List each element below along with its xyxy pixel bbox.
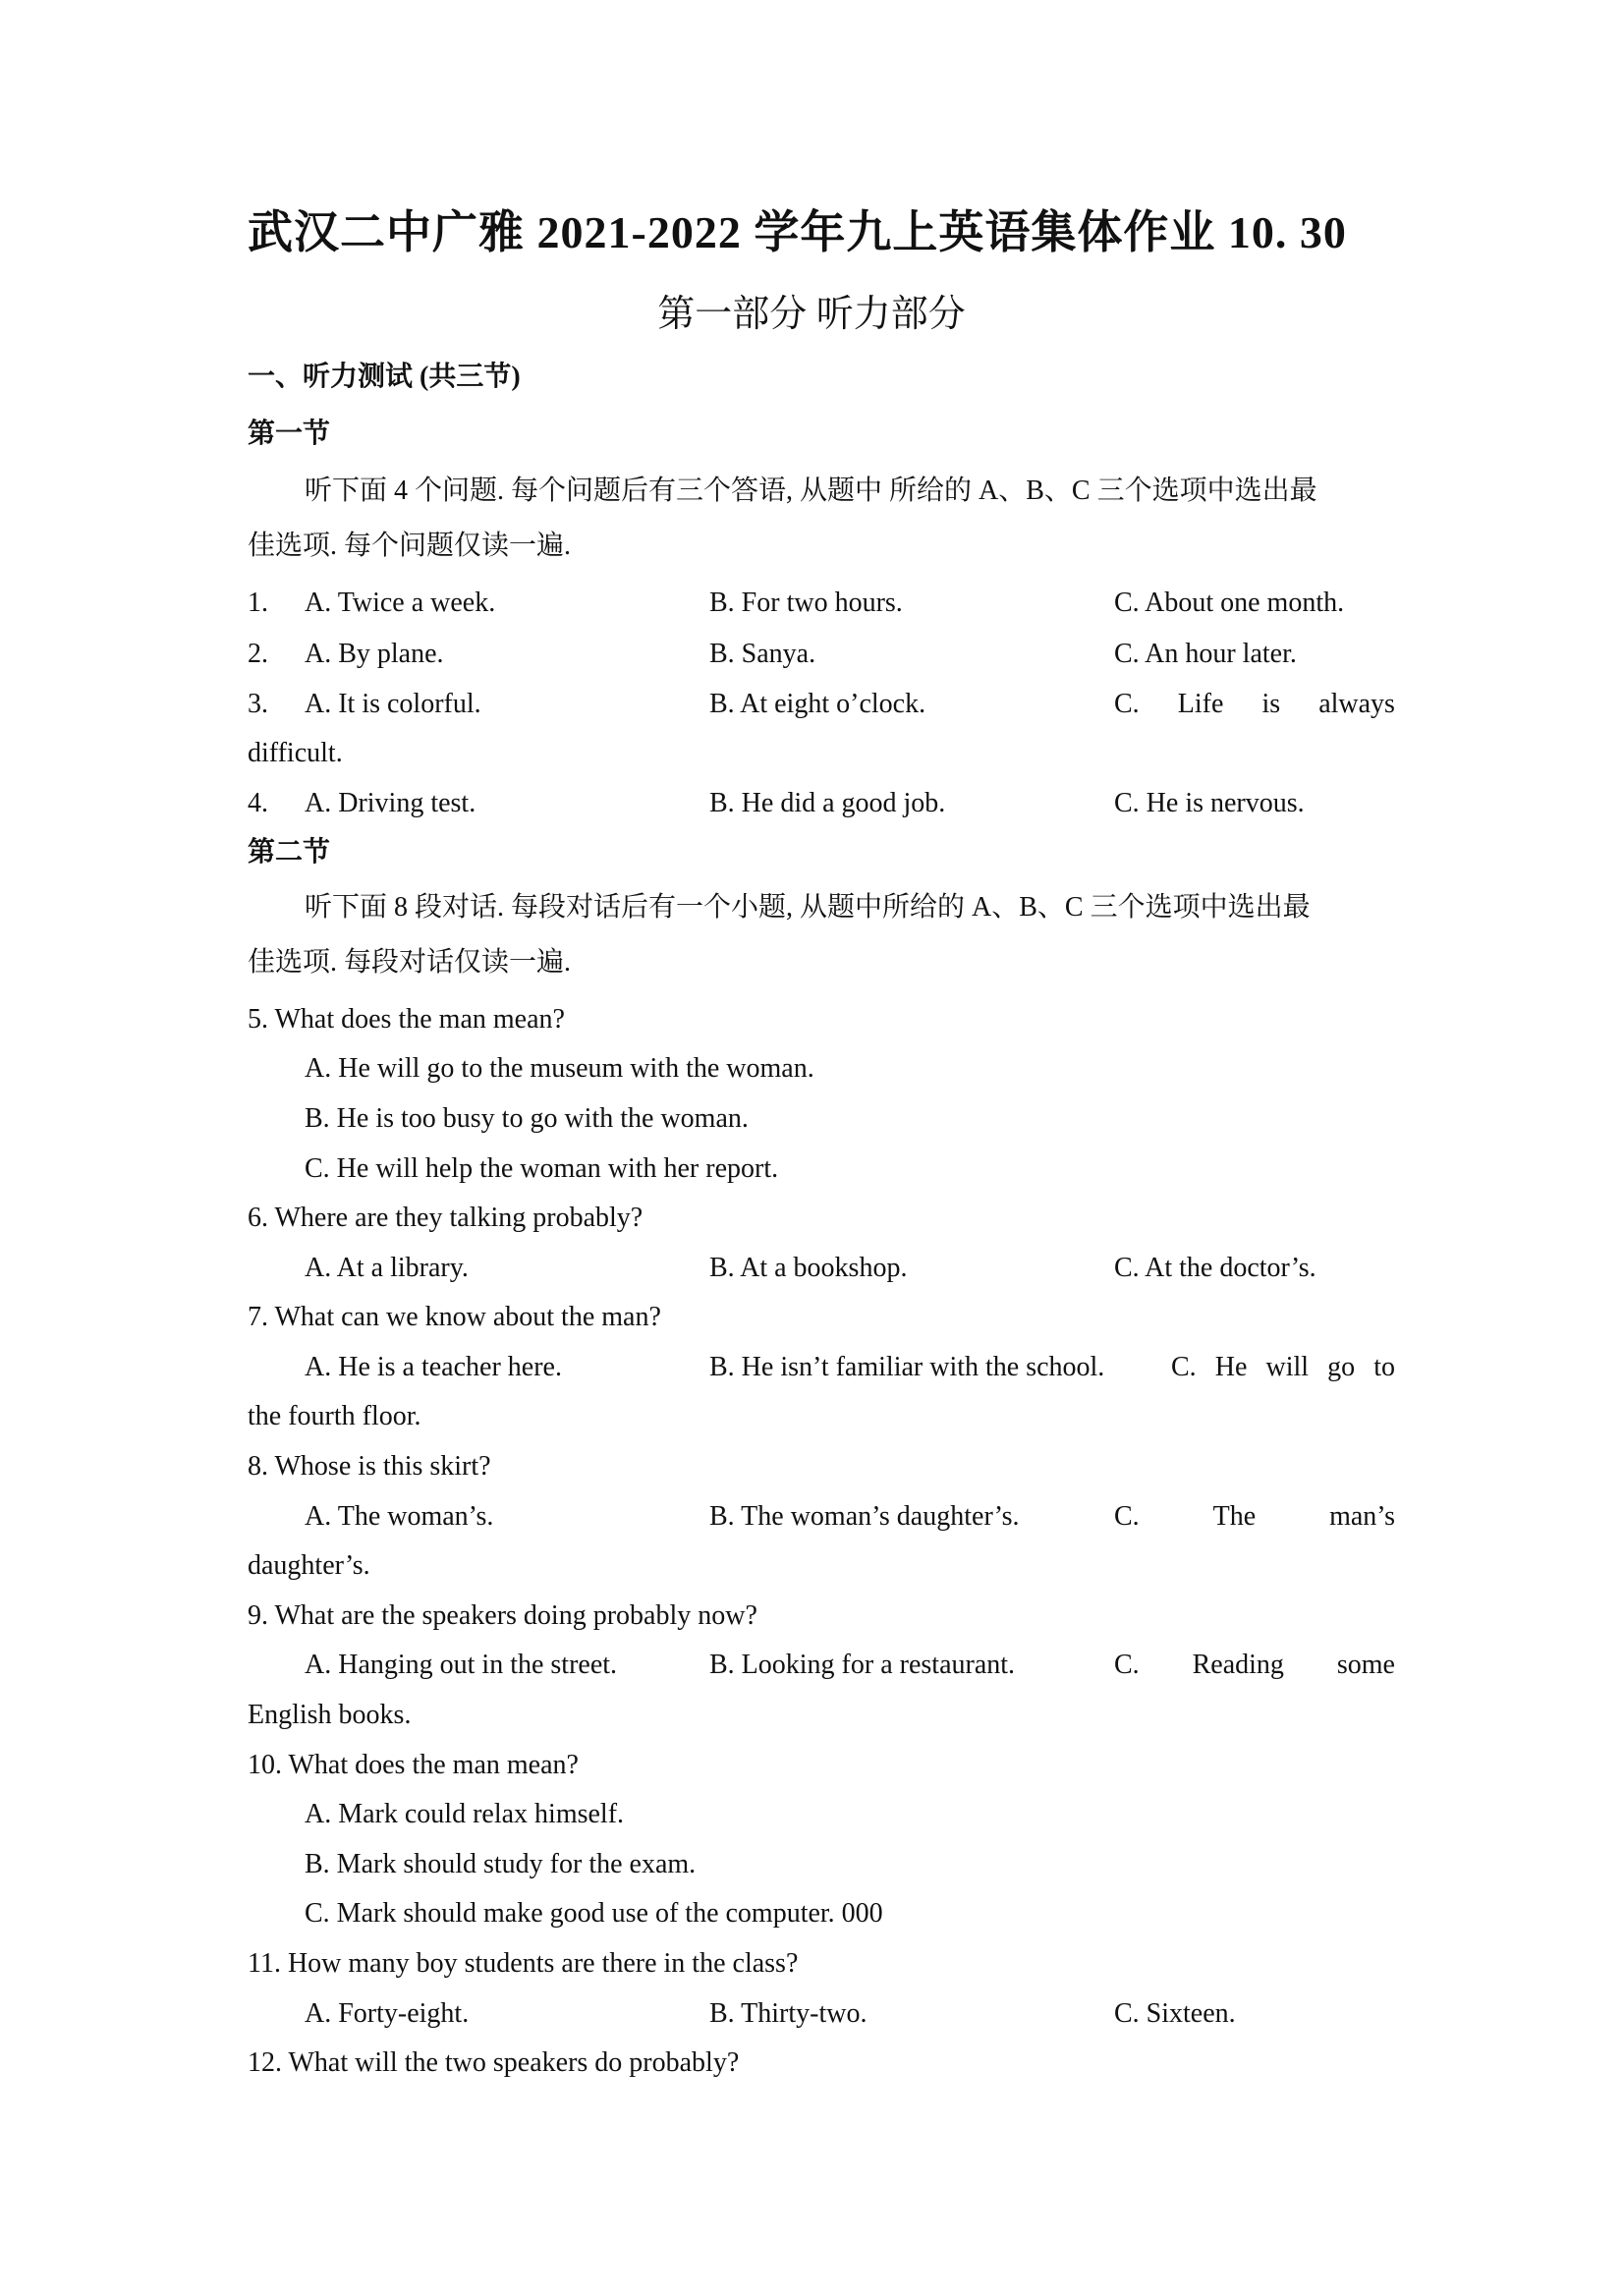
question-5: 5. What does the man mean? — [248, 1004, 565, 1035]
question-2-option-a: A. By plane. — [305, 639, 444, 669]
question-9-option-a: A. Hanging out in the street. — [305, 1650, 618, 1680]
section1-instructions-line1: 听下面 4 个问题. 每个问题后有三个答语, 从题中 所给的 A、B、C 三个选项中选出最 — [305, 476, 1317, 506]
question-4-number: 4. — [248, 788, 268, 818]
option-word: C. — [1171, 1352, 1197, 1382]
question-8-option-c — [1114, 1499, 1395, 1535]
question-4-option-c: C. He is nervous. — [1114, 788, 1305, 818]
question-1-option-c: C. About one month. — [1114, 588, 1345, 618]
option-word: always — [1318, 689, 1395, 719]
question-4-option-b: B. He did a good job. — [709, 788, 946, 818]
option-word: to — [1373, 1352, 1395, 1382]
option-word: Life — [1177, 689, 1224, 719]
section-heading: 一、听力测试 (共三节) — [248, 362, 521, 392]
question-1-number: 1. — [248, 588, 268, 618]
question-2-number: 2. — [248, 639, 268, 669]
question-3-option-b: B. At eight o’clock. — [709, 689, 926, 719]
question-10-option-b: B. Mark should study for the exam. — [305, 1849, 697, 1879]
question-2-option-c: C. An hour later. — [1114, 639, 1297, 669]
question-6: 6. Where are they talking probably? — [248, 1203, 644, 1233]
option-word: C. — [1114, 689, 1140, 719]
question-9-option-c — [1114, 1648, 1395, 1683]
question-7: 7. What can we know about the man? — [248, 1302, 661, 1332]
question-5-option-c: C. He will help the woman with her report. — [305, 1153, 779, 1184]
question-3-number: 3. — [248, 689, 268, 719]
question-3-option-a: A. It is colorful. — [305, 689, 481, 719]
option-word: C. — [1114, 1650, 1140, 1680]
question-11-option-c: C. Sixteen. — [1114, 1998, 1236, 2029]
question-4-option-a: A. Driving test. — [305, 788, 476, 818]
section1-heading: 第一节 — [248, 419, 331, 449]
option-word: He — [1214, 1352, 1248, 1382]
part-title: 第一部分 听力部分 — [657, 294, 966, 335]
option-word: Reading — [1192, 1650, 1284, 1680]
question-5-option-a: A. He will go to the museum with the woman. — [305, 1053, 814, 1084]
question-7-option-c — [1171, 1350, 1395, 1385]
question-11-option-b: B. Thirty-two. — [709, 1998, 867, 2029]
question-7-option-a: A. He is a teacher here. — [305, 1352, 562, 1382]
question-8-option-c-continued: daughter’s. — [248, 1550, 370, 1581]
section2-instructions-line2: 佳选项. 每段对话仅读一遍. — [248, 947, 572, 978]
option-word: is — [1261, 689, 1281, 719]
question-7-option-b: B. He isn’t familiar with the school. — [709, 1352, 1105, 1382]
question-6-option-a: A. At a library. — [305, 1253, 469, 1283]
section2-heading: 第二节 — [248, 837, 331, 868]
question-6-option-c: C. At the doctor’s. — [1114, 1253, 1316, 1283]
question-3-option-c — [1114, 687, 1395, 722]
option-word: go — [1327, 1352, 1356, 1382]
option-word: some — [1336, 1650, 1395, 1680]
question-6-option-b: B. At a bookshop. — [709, 1253, 908, 1283]
option-word: The — [1212, 1501, 1257, 1532]
section1-instructions-line2: 佳选项. 每个问题仅读一遍. — [248, 531, 572, 561]
question-10: 10. What does the man mean? — [248, 1750, 579, 1780]
question-10-option-c: C. Mark should make good use of the computer. 000 — [305, 1898, 883, 1929]
question-11-option-a: A. Forty-eight. — [305, 1998, 470, 2029]
question-8: 8. Whose is this skirt? — [248, 1451, 491, 1482]
question-11: 11. How many boy students are there in the class? — [248, 1948, 799, 1979]
question-8-option-a: A. The woman’s. — [305, 1501, 494, 1532]
question-1-option-b: B. For two hours. — [709, 588, 903, 618]
question-12: 12. What will the two speakers do probably? — [248, 2047, 740, 2078]
question-7-option-c-continued: the fourth floor. — [248, 1401, 421, 1431]
section2-instructions-line1: 听下面 8 段对话. 每段对话后有一个小题, 从题中所给的 A、B、C 三个选项中选出最 — [305, 892, 1311, 923]
question-10-option-a: A. Mark could relax himself. — [305, 1799, 625, 1829]
option-word: C. — [1114, 1501, 1140, 1532]
question-2-option-b: B. Sanya. — [709, 639, 816, 669]
question-5-option-b: B. He is too busy to go with the woman. — [305, 1103, 749, 1134]
question-8-option-b: B. The woman’s daughter’s. — [709, 1501, 1020, 1532]
question-9: 9. What are the speakers doing probably now? — [248, 1600, 757, 1631]
question-9-option-c-continued: English books. — [248, 1700, 412, 1730]
question-3-option-c-continued: difficult. — [248, 738, 343, 768]
question-9-option-b: B. Looking for a restaurant. — [709, 1650, 1016, 1680]
option-word: will — [1265, 1352, 1310, 1382]
question-1-option-a: A. Twice a week. — [305, 588, 496, 618]
page-title: 武汉二中广雅 2021-2022 学年九上英语集体作业 10. 30 — [248, 207, 1347, 257]
option-word: man’s — [1329, 1501, 1395, 1532]
